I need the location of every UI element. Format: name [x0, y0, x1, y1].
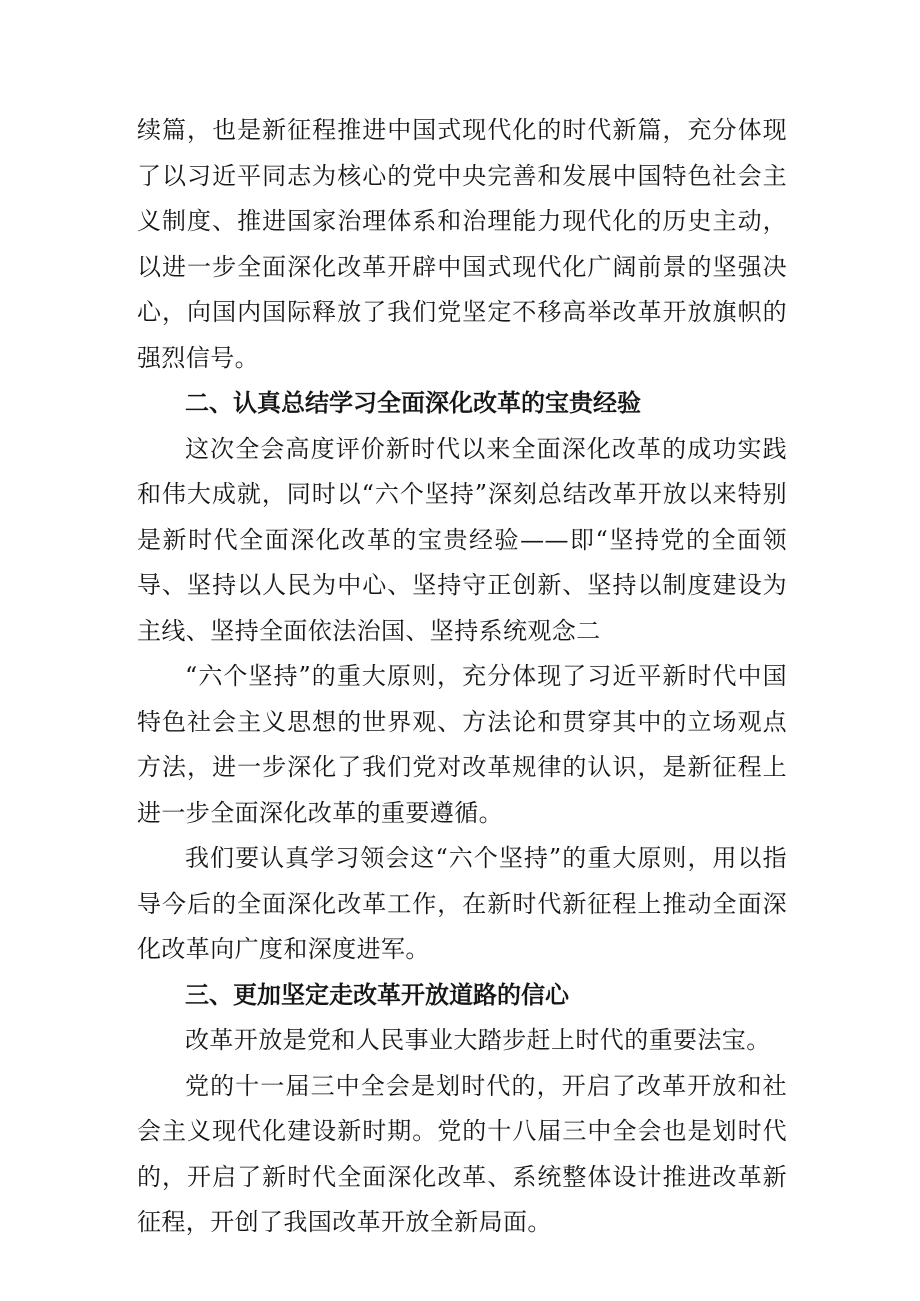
- paragraph-text: 党的十一届三中全会是划时代的，开启了改革开放和社会主义现代化建设新时期。党的十八届三中全会也是划时代的，开启了新时代全面深化改革、系统整体设计推进改革新征程，开创了我国改革开放全新局面。: [137, 1071, 787, 1236]
- paragraph-continuation: [137, 108, 787, 381]
- section-heading-3: [137, 973, 787, 1019]
- section-heading-text: 三、更加坚定走改革开放道路的信心: [185, 980, 569, 1009]
- section-heading-text: 二、认真总结学习全面深化改革的宝贵经验: [185, 389, 641, 417]
- section-heading-2: [137, 381, 787, 427]
- paragraph-body: [137, 1064, 787, 1246]
- paragraph-text: “六个坚持”的重大原则，充分体现了习近平新时代中国特色社会主义思想的世界观、方法论和贯穿其中的立场观点方法，进一步深化了我们党对改革规律的认识，是新征程上进一步全面深化改革的重要遵循。: [137, 662, 787, 827]
- paragraph-body: [137, 427, 787, 655]
- paragraph-text: 续篇，也是新征程推进中国式现代化的时代新篇，充分体现了以习近平同志为核心的党中央完善和发展中国特色社会主义制度、推进国家治理体系和治理能力现代化的历史主动，以进一步全面深化改革开辟中国式现代化广阔前景的坚强决心，向国内国际释放了我们党坚定不移高举改革开放旗帜的强烈信号。: [137, 116, 787, 372]
- paragraph-text: 改革开放是党和人民事业大踏步赶上时代的重要法宝。: [185, 1026, 771, 1054]
- paragraph-body: [137, 654, 787, 836]
- paragraph-text: 我们要认真学习领会这“六个坚持”的重大原则，用以指导今后的全面深化改革工作，在新时代新征程上推动全面深化改革向广度和深度进军。: [137, 844, 787, 963]
- paragraph-body: [137, 836, 787, 973]
- paragraph-body: [137, 1018, 787, 1064]
- document-body: [137, 108, 787, 1246]
- paragraph-text: 这次全会高度评价新时代以来全面深化改革的成功实践和伟大成就，同时以“六个坚持”深刻总结改革开放以来特别是新时代全面深化改革的宝贵经验——即“坚持党的全面领导、坚持以人民为中心、坚持守正创新、坚持以制度建设为主线、坚持全面依法治国、坚持系统观念二: [137, 434, 787, 645]
